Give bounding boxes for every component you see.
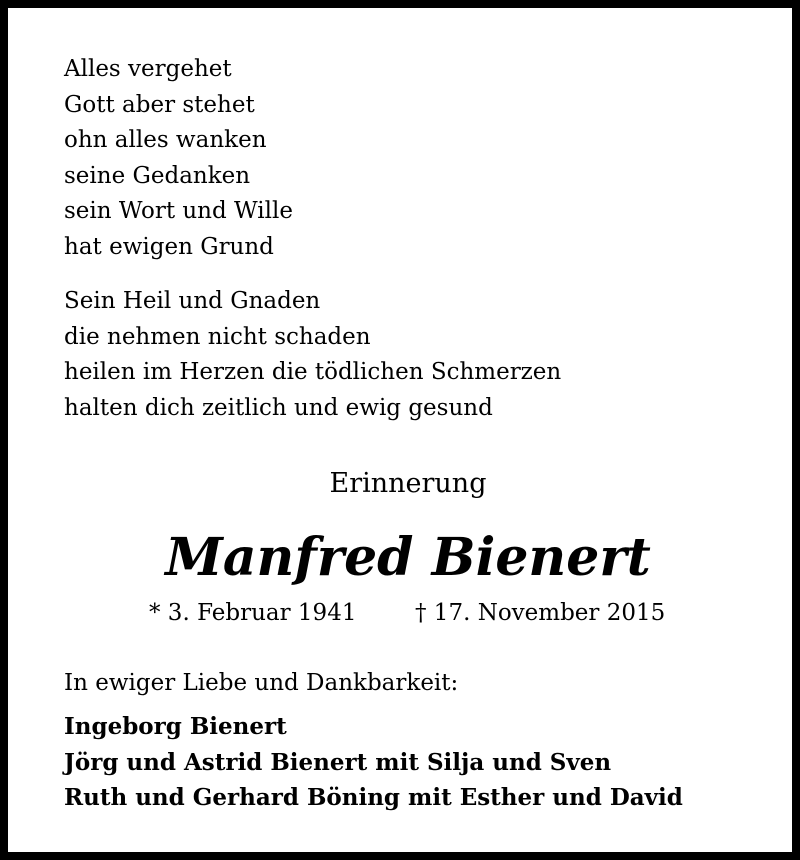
poem-line: hat ewigen Grund — [64, 233, 274, 260]
death-date: † 17. November 2015 — [415, 600, 666, 626]
poem-line: Gott aber stehet — [64, 91, 255, 118]
poem-line: Alles vergehet — [64, 56, 232, 82]
poem-line: halten dich zeitlich und ewig gesund — [64, 394, 493, 421]
poem-stanza-2 — [64, 284, 561, 426]
poem-line: heilen im Herzen die tödlichen Schmerzen — [64, 359, 562, 385]
mourner-name: Ingeborg Bienert — [64, 713, 287, 740]
poem-stanza-1 — [64, 52, 293, 265]
deceased-name: Manfred Bienert — [165, 527, 651, 588]
poem-line: Sein Heil und Gnaden — [64, 288, 321, 314]
mourners-list — [64, 709, 683, 816]
poem-line: ohn alles wanken — [64, 127, 267, 153]
mourners-intro: In ewiger Liebe und Dankbarkeit: — [64, 670, 459, 696]
poem-line: seine Gedanken — [64, 162, 251, 189]
notice-heading: Erinnerung — [329, 468, 487, 499]
birth-date: * 3. Februar 1941 — [149, 600, 357, 626]
mourner-name: Jörg und Astrid Bienert mit Silja und Sven — [64, 748, 612, 776]
poem-line: die nehmen nicht schaden — [64, 323, 371, 350]
poem-line: sein Wort und Wille — [64, 198, 293, 224]
mourner-name: Ruth und Gerhard Böning mit Esther und David — [64, 784, 683, 811]
